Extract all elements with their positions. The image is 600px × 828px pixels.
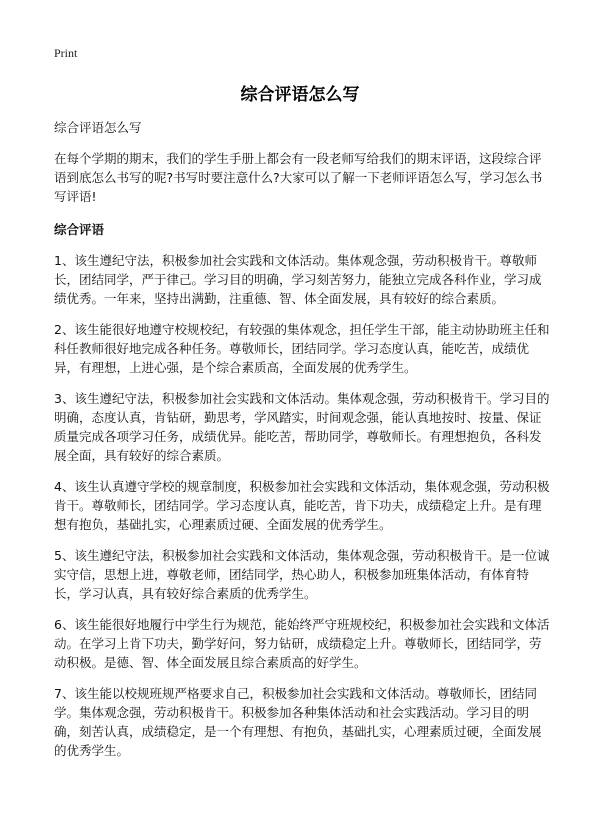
comment-item-5: 5、该生遵纪守法，积极参加社会实践和文体活动，集体观念强，劳动积极肯干。是一位诚实守信，思想上进，尊敬老师，团结同学，热心助人，积极参加班集体活动，有体育特长，学习认真，具有较好综合素质的优秀学生。 <box>54 548 550 601</box>
article-body <box>54 118 550 772</box>
intro-paragraph: 在每个学期的期末，我们的学生手册上都会有一段老师写给我们的期末评语，这段综合评语到底怎么书写的呢?书写时要注意什么?大家可以了解一下老师评语怎么写，学习怎么书写评语! <box>54 151 543 204</box>
comment-item-7: 7、该生能以校规班规严格要求自己，积极参加社会实践和文体活动。尊敬师长，团结同学。集体观念强，劳动积极肯干。积极参加各种集体活动和社会实践活动。学习目的明确，刻苦认真，成绩稳定，是一个有理想、有抱负，基础扎实，心理素质过硬，全面发展的优秀学生。 <box>54 686 542 758</box>
comment-item-4: 4、该生认真遵守学校的规章制度，积极参加社会实践和文体活动，集体观念强，劳动积极肯干。尊敬师长，团结同学。学习态度认真，能吃苦，肯下功夫，成绩稳定上升。是有理想有抱负，基础扎实，心理素质过硬、全面发展的优秀学生。 <box>54 479 550 532</box>
page-title: 综合评语怎么写 <box>240 85 360 105</box>
section-heading: 综合评语 <box>54 222 105 237</box>
comment-item-3: 3、该生遵纪守法，积极参加社会实践和文体活动。集体观念强，劳动积极肯干。学习目的明确，态度认真，肯钻研，勤思考，学风踏实，时间观念强，能认真地按时、按量、保证质量完成各项学习任务，成绩优异。能吃苦，帮助同学，尊敬师长。有理想抱负，各科发展全面，具有较好的综合素质。 <box>54 391 550 463</box>
article-subtitle: 综合评语怎么写 <box>54 120 142 135</box>
comment-item-1: 1、该生遵纪守法，积极参加社会实践和文体活动。集体观念强，劳动积极肯干。尊敬师长，团结同学，严于律己。学习目的明确，学习刻苦努力，能独立完成各科作业，学习成绩优秀。一年来，坚持出满勤，注重德、智、体全面发展，具有较好的综合素质。 <box>54 253 542 306</box>
comment-item-6: 6、该生能很好地履行中学生行为规范，能始终严守班规校纪，积极参加社会实践和文体活动。在学习上肯下功夫，勤学好问，努力钻研，成绩稳定上升。尊敬师长，团结同学，劳动积极。是德、智、体全面发展且综合素质高的好学生。 <box>54 617 550 670</box>
print-link[interactable]: Print <box>54 46 78 60</box>
comment-item-2: 2、该生能很好地遵守校规校纪，有较强的集体观念，担任学生干部，能主动协助班主任和科任教师很好地完成各种任务。尊敬师长，团结同学。学习态度认真，能吃苦，成绩优异，有理想，上进心强，是个综合素质高，全面发展的优秀学生。 <box>54 322 550 375</box>
